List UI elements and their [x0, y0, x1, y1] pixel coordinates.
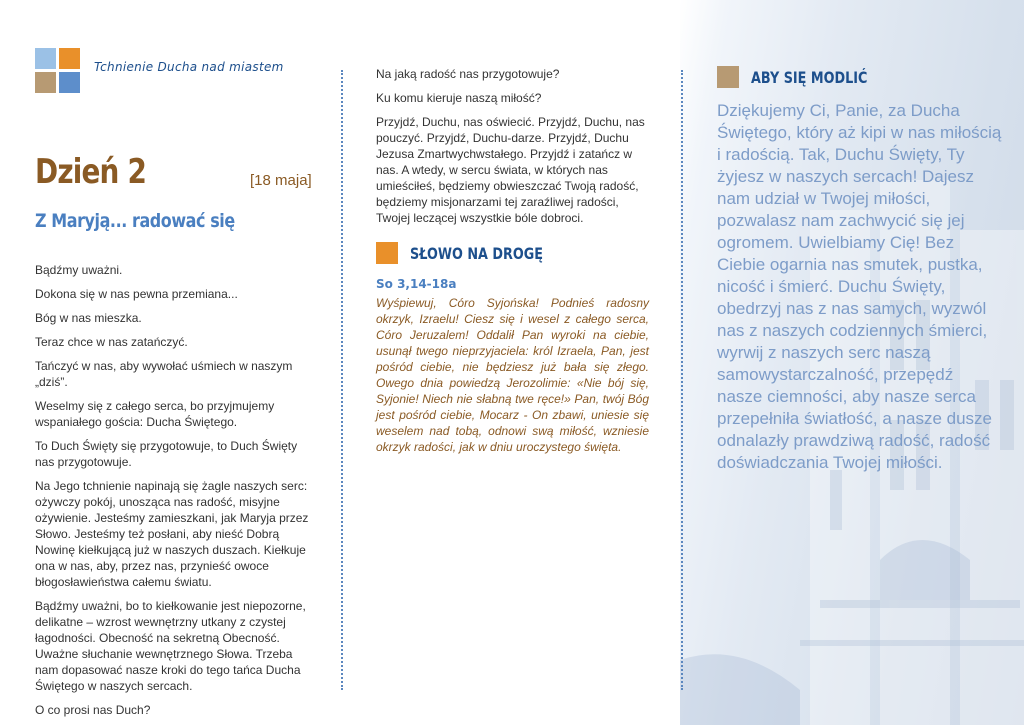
- logo-square-blue: [59, 72, 80, 93]
- paragraph: Weselmy się z całego serca, bo przyjmujemy wspaniałego gościa: Ducha Świętego.: [35, 399, 275, 429]
- scripture-text: Wyśpiewuj, Córo Syjońska! Podnieś radosny okrzyk, Izraelu! Ciesz się i wesel z całego serca, Córo Jeruzalem! Oddalił Pan wyroki na ciebie, usunął twego nieprzyjaciela: król Izraela, Pan, jest pośród ciebie, nie będziesz już bała się złego. Owego dnia powiedzą Jerozolimie: «Nie bój się, Syjonie! Niech nie słabną twe ręce!» Pan, twój Bóg jest pośród ciebie, Mocarz - On zbawi, uniesie się weselem nad tobą, odnowi swą miłość, wzniesie okrzyk radości, jak w dniu uroczystego święta.: [376, 296, 649, 454]
- tan-square-icon: [717, 66, 739, 88]
- day-subtitle: Z Maryją... radować się: [35, 210, 235, 232]
- paragraph: Bądźmy uważni.: [35, 263, 123, 277]
- column-divider-right: [681, 70, 683, 690]
- orange-square-icon: [376, 242, 398, 264]
- paragraph: Ku komu kieruje naszą miłość?: [376, 91, 542, 105]
- day-title: Dzień 2: [35, 152, 147, 192]
- paragraph: Tańczyć w nas, aby wywołać uśmiech w naszym „dziś”.: [35, 359, 293, 389]
- paragraph: Bóg w nas mieszka.: [35, 311, 142, 325]
- prayer-text: Dziękujemy Ci, Panie, za Ducha Świętego, który aż kipi w nas miłością i radością. Tak, Duchu Święty, Ty żyjesz w naszych sercach! Dajesz nam udział w Twojej miłości, pozwalasz nam zachwycić się jej ogromem. Uwielbiamy Cię! Bez Ciebie ogarnia nas smutek, pustka, nicość i śmierć. Duchu Święty, obedrzyj nas z nas samych, wyzwól nas z naszych codziennych śmierci, wyrwij z naszych serc naszą samowystarczalność, przepędź nasze ciemności, aby nasze serca przepełniła światłość, a nasze dusze odnalazły prawdziwą radość, radość doświadczania Twojej miłości.: [717, 101, 1002, 472]
- section-heading-prayer: [717, 66, 897, 88]
- column-divider-left: [341, 70, 343, 690]
- paragraph: Teraz chce w nas zatańczyć.: [35, 335, 188, 349]
- logo-mark: [35, 48, 80, 93]
- middle-column-text: [376, 66, 652, 234]
- paragraph: Na jaką radość nas przygotowuje?: [376, 67, 560, 81]
- paragraph: To Duch Święty się przygotowuje, to Duch Święty nas przygotowuje.: [35, 439, 298, 469]
- paragraph: Przyjdź, Duchu, nas oświecić. Przyjdź, Duchu, nas pouczyć. Przyjdź, Duchu-darze. Przyjdź, Duchu Jezusa Zmartwychwstałego. Przyjdź i zatańcz w nas. A wtedy, w sercu świata, w których nas umieściłeś, będziemy obwieszczać Twoją radość, będziemy misjonarzami tej zaraźliwej radości, Twojej leczącej wszystkie bóle dobroci.: [376, 115, 645, 225]
- section-title: SŁOWO NA DROGĘ: [410, 243, 544, 263]
- scripture-reference: So 3,14-18a: [376, 277, 457, 291]
- left-column-text: [35, 262, 310, 726]
- section-heading-word: [376, 242, 576, 264]
- logo-square-light-blue: [35, 48, 56, 69]
- paragraph: Bądźmy uważni, bo to kiełkowanie jest niepozorne, delikatne – wzrost wewnętrzny utkany z czystej łagodności. Obecność na sekretną Obecność. Uważne słuchanie wewnętrznego Słowa. Trzeba nam dopasować nasze kroki do tego tańca Ducha Świętego w naszych sercach.: [35, 599, 306, 693]
- day-date: [18 maja]: [250, 172, 312, 189]
- logo-square-orange: [59, 48, 80, 69]
- logo-square-tan: [35, 72, 56, 93]
- section-title: ABY SIĘ MODLIĆ: [751, 67, 868, 87]
- logo-text: Tchnienie Ducha nad miastem: [94, 60, 284, 74]
- paragraph: Na Jego tchnienie napinają się żagle naszych serc: ożywczy pokój, unosząca nas radość, misyjne ożywienie. Jesteśmy zamieszkani, jak Maryja przez Słowo. Jesteśmy też posłani, aby nieść Dobrą Nowinę kiełkującą już w naszych duszach. Kiełkuje ona w nas, aby, przez nas, przynieść owoce błogosławieństwa całemu światu.: [35, 479, 309, 589]
- paragraph: O co prosi nas Duch?: [35, 703, 151, 717]
- paragraph: Dokona się w nas pewna przemiana...: [35, 287, 238, 301]
